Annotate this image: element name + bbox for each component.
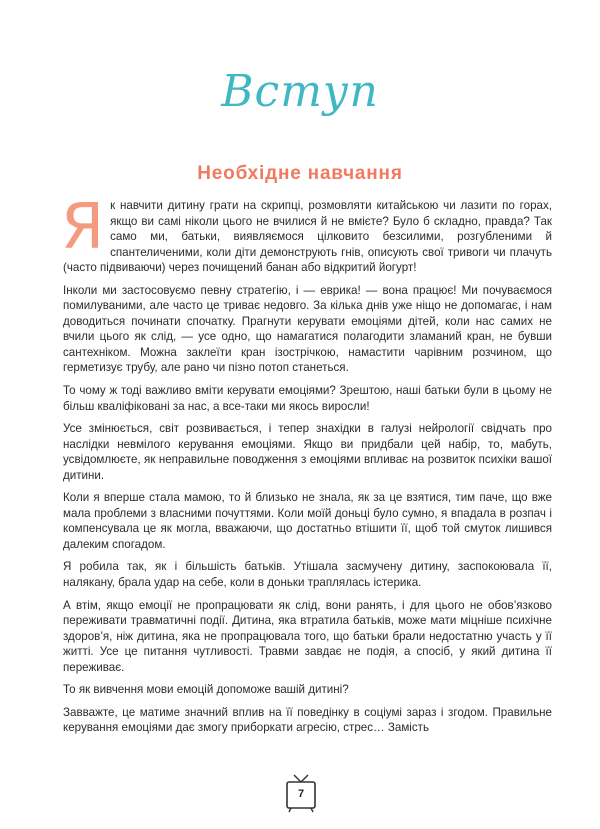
paragraph-2: Інколи ми застосовуємо певну стратегію, і — еврика! — вона працює! Ми почуваємося помилуваними, але часто це триває недовго. За кілька днів уже ніщо не допомагає, і нам доводиться починати спочатку. Прагнути керувати емоціями дітей, коли нас самих не вчили цього як слід, — усе одно, що намагатися полагодити зламаний кран, не бувши сантехніком. Можна заклеїти кран ізострічкою, намастити чарівним розчином, що герметизує трубу, але рано чи пізно потоп станеться. [63,283,552,375]
paragraph-1-text: к навчити дитину грати на скрипці, розмовляти китайською чи лазити по горах, якщо ви самі ніколи цього не вчилися й не вмієте? Було б складно, правда? Так само ми, батьки, виявляємося цілковито безсилими, розгубленими й спантеличеними, коли діти демонструють гнів, описують свої тривоги чи плачуть (часто підвиваючи) через почищений банан або відкритий йогурт! [63,199,552,275]
chapter-title: Вступ [221,66,379,117]
section-title: Необхідне навчання [197,163,403,184]
paragraph-4: Усе змінюється, світ розвивається, і тепер знахідки в галузі нейрології свідчать про наслідки невмілого керування емоціями. Якщо ви придбали цей набір, то, мабуть, усвідомлюєте, як неправильне поводження з емоціями впливає на розвиток психіки вашої дитини. [63,422,552,482]
body-text [61,190,552,743]
drop-cap: Я [61,190,105,263]
paragraph-5: Коли я вперше стала мамою, то й близько не знала, як за це взятися, тим паче, що вже мала проблеми з власними почуттями. Коли моїй доньці було сумно, я впадала в розпач і компенсувала це як могла, вважаючи, що достатньо втішити її, щоб той смуток лишився далеким спогадом. [63,491,552,551]
paragraph-7: А втім, якщо емоції не пропрацювати як слід, вони ранять, і для цього не обов’язково переживати травматичні події. Дитина, яка втратила батьків, може мати міцніше психічне здоров’я, ніж дитина, яка не пропрацювала того, що батьки брали недостатню участь у її житті. Усе це питання чутливості. Травми завдає не подія, а спосіб, у який дитина її переживає. [63,598,552,674]
paragraph-8: То як вивчення мови емоцій допоможе вашій дитині? [63,683,349,697]
paragraph-1 [61,190,552,276]
page-number-badge [279,774,323,814]
page-number: 7 [297,788,305,800]
paragraph-9: Завважте, це матиме значний вплив на її поведінку в соціумі зараз і згодом. Правильне керування емоціями дає змогу приборкати агресію, стрес… Замість [63,705,552,735]
paragraph-6: Я робила так, як і більшість батьків. Утішала засмучену дитину, заспокоювала її, налякану, брала удар на себе, коли в доньки траплялась істерика. [63,560,552,590]
paragraph-3: То чому ж тоді важливо вміти керувати емоціями? Зрештою, наші батьки були в цьому не більш кваліфіковані за нас, а все-таки ми якось виросли! [63,384,552,413]
